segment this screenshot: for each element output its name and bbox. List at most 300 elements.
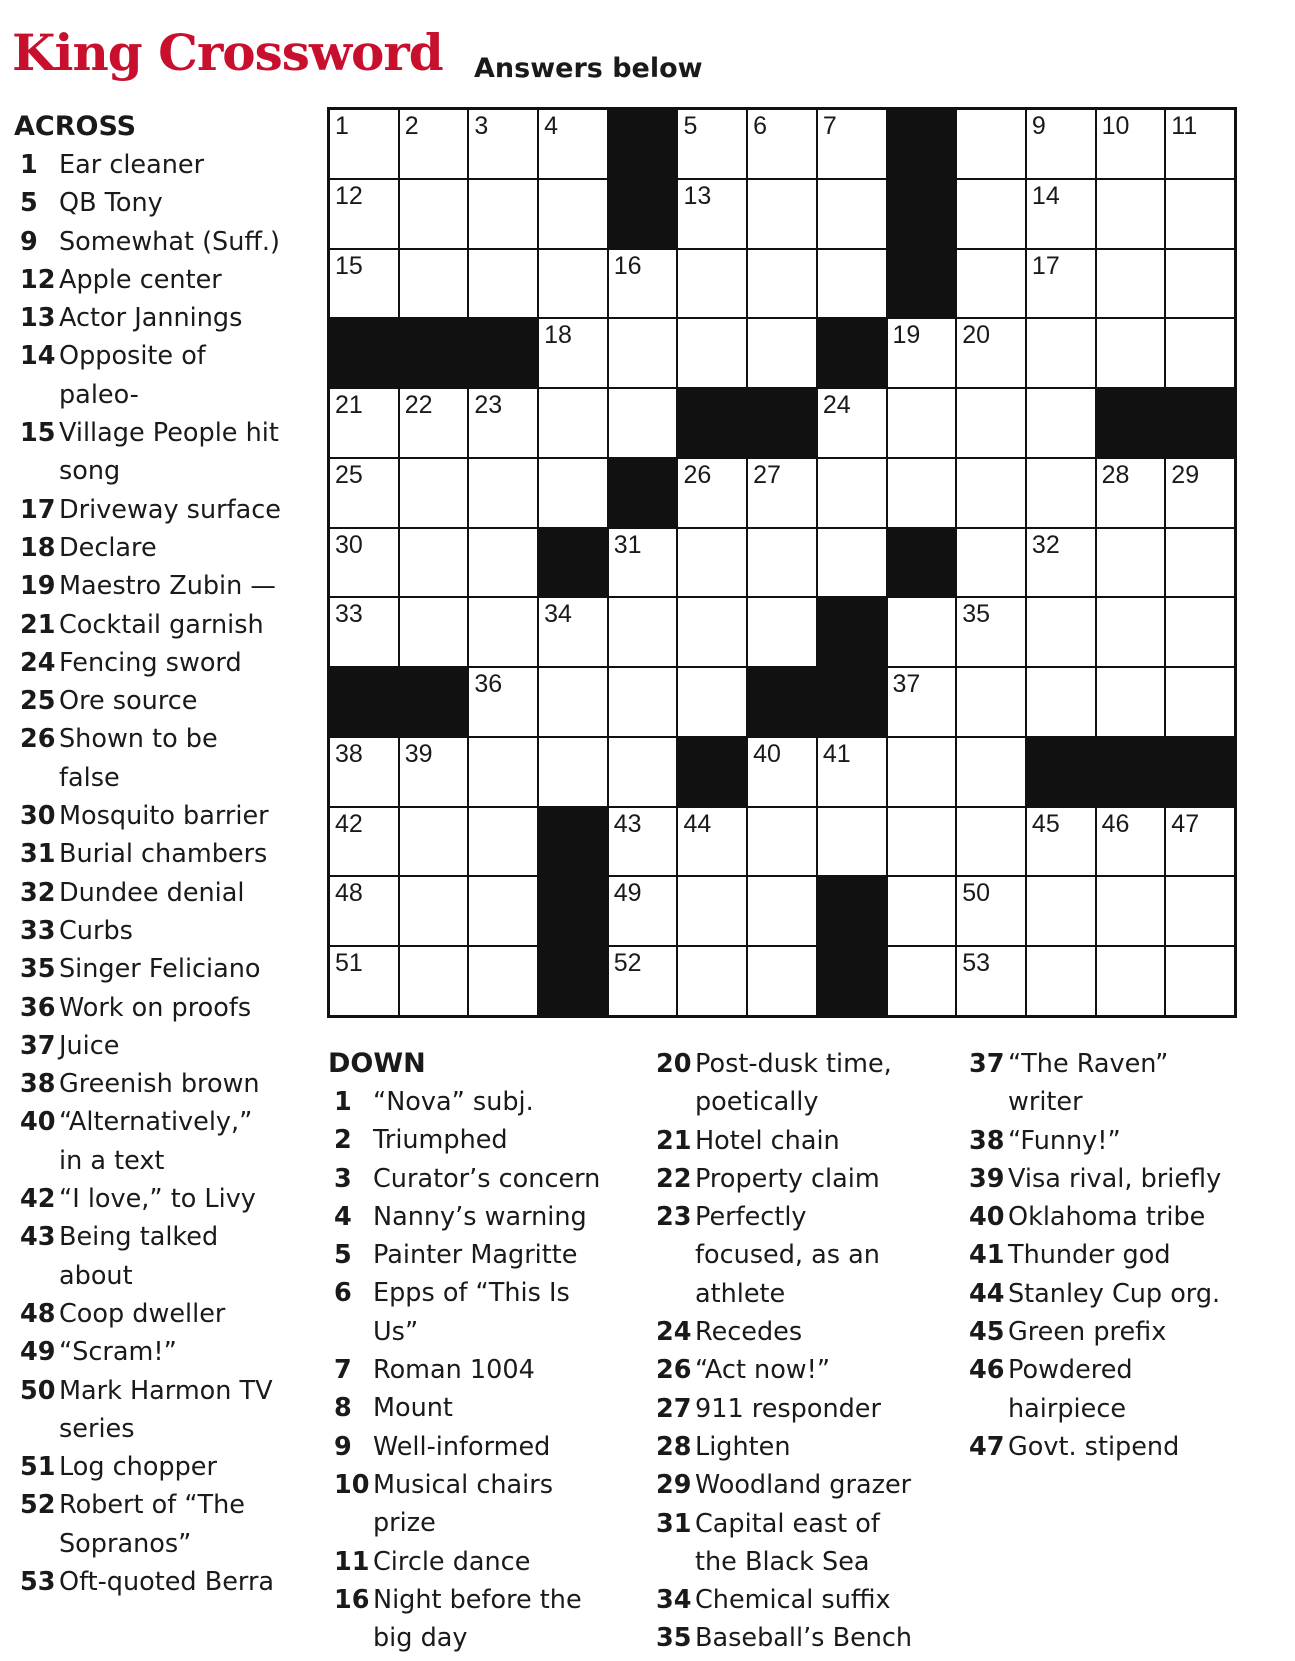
grid-cell[interactable] (539, 250, 607, 318)
grid-cell[interactable] (1166, 668, 1234, 736)
clue-text: Coop dweller (59, 1298, 226, 1329)
grid-cell[interactable] (818, 529, 886, 597)
grid-cell[interactable] (469, 738, 537, 806)
clue-text: Mosquito barrier (59, 801, 269, 832)
black-square (1166, 389, 1234, 457)
clue-text: “Scram!” (59, 1337, 177, 1368)
grid-cell[interactable] (888, 877, 956, 945)
grid-cell[interactable] (1097, 598, 1165, 666)
clue-text: Mount (373, 1393, 453, 1424)
clue-number: 53 (20, 1566, 56, 1597)
cell-number: 49 (613, 879, 642, 908)
grid-cell[interactable] (748, 947, 816, 1015)
grid-cell[interactable] (818, 110, 886, 178)
grid-cell[interactable] (957, 808, 1025, 876)
grid-cell[interactable] (818, 808, 886, 876)
grid-cell[interactable] (539, 738, 607, 806)
clue-number: 18 (20, 532, 56, 563)
down-clue-31-cont (650, 1543, 950, 1581)
clue-text: Curator’s concern (373, 1163, 601, 1194)
grid-cell[interactable] (1097, 180, 1165, 248)
grid-cell[interactable] (1166, 250, 1234, 318)
black-square (400, 319, 468, 387)
clue-text: Village People hit (59, 418, 279, 449)
cell-number: 34 (544, 600, 572, 629)
grid-cell[interactable] (678, 319, 746, 387)
clue-text: series (59, 1413, 135, 1444)
grid-cell[interactable] (400, 459, 468, 527)
grid-cell[interactable] (469, 808, 537, 876)
black-square (888, 180, 956, 248)
across-clue-52-cont (14, 1525, 304, 1563)
clue-number: 37 (20, 1030, 56, 1061)
clue-text: Opposite of (59, 341, 206, 372)
grid-cell[interactable] (888, 738, 956, 806)
black-square (678, 389, 746, 457)
clue-text: athlete (695, 1278, 786, 1309)
grid-cell[interactable] (957, 598, 1025, 666)
grid-cell[interactable] (1097, 110, 1165, 178)
clue-number: 8 (334, 1393, 352, 1424)
grid-cell[interactable] (1097, 877, 1165, 945)
grid-cell[interactable] (678, 459, 746, 527)
across-clue-12 (14, 261, 304, 299)
across-clue-26-cont (14, 759, 304, 797)
grid-cell[interactable] (1027, 389, 1095, 457)
clue-text: “I love,” to Livy (59, 1184, 256, 1215)
grid-cell[interactable] (609, 668, 677, 736)
cell-number: 31 (613, 530, 642, 559)
grid-cell[interactable] (400, 877, 468, 945)
grid-cell[interactable] (748, 250, 816, 318)
across-clue-38 (14, 1065, 304, 1103)
clue-number: 27 (656, 1393, 692, 1424)
grid-cell[interactable] (957, 947, 1025, 1015)
down-clue-23 (650, 1198, 950, 1236)
clue-text: Woodland grazer (695, 1470, 912, 1501)
cell-number: 5 (683, 112, 698, 140)
grid-cell[interactable] (330, 250, 398, 318)
clue-text: Oft-quoted Berra (59, 1566, 275, 1597)
cell-number: 32 (1031, 530, 1060, 559)
cell-number: 47 (1171, 809, 1200, 838)
grid-cell[interactable] (609, 250, 677, 318)
clue-number: 31 (656, 1508, 692, 1539)
down-clue-40 (963, 1198, 1263, 1236)
grid-cell[interactable] (957, 180, 1025, 248)
clue-number: 5 (334, 1240, 352, 1271)
grid-cell[interactable] (469, 947, 537, 1015)
clue-text: “Alternatively,” (59, 1107, 253, 1138)
grid-cell[interactable] (1097, 319, 1165, 387)
grid-cell[interactable] (400, 110, 468, 178)
grid-cell[interactable] (469, 668, 537, 736)
across-clue-24 (14, 644, 304, 682)
clue-number: 43 (20, 1222, 56, 1253)
grid-cell[interactable] (888, 808, 956, 876)
grid-cell[interactable] (539, 110, 607, 178)
down-clue-24 (650, 1313, 950, 1351)
grid-cell[interactable] (469, 459, 537, 527)
clue-text: “Nova” subj. (373, 1087, 534, 1117)
clue-number: 26 (656, 1355, 692, 1386)
grid-cell[interactable] (818, 738, 886, 806)
cell-number: 52 (613, 949, 642, 978)
across-clue-51 (14, 1448, 304, 1486)
grid-cell[interactable] (678, 250, 746, 318)
black-square (609, 110, 677, 178)
grid-cell[interactable] (1027, 598, 1095, 666)
grid-cell[interactable] (400, 389, 468, 457)
grid-cell[interactable] (609, 808, 677, 876)
clue-number: 42 (20, 1184, 56, 1215)
clue-text: about (59, 1260, 133, 1291)
down-clue-6-cont (328, 1313, 628, 1351)
grid-cell[interactable] (400, 529, 468, 597)
clue-text: Being talked (59, 1222, 219, 1253)
clue-text: big day (373, 1623, 468, 1654)
black-square (818, 947, 886, 1015)
down-clue-16-cont (328, 1619, 628, 1657)
clue-number: 37 (969, 1049, 1005, 1079)
grid-cell[interactable] (609, 529, 677, 597)
grid-cell[interactable] (330, 808, 398, 876)
clue-text: Juice (59, 1030, 120, 1061)
black-square (1166, 738, 1234, 806)
clue-text: Recedes (695, 1317, 803, 1348)
grid-cell[interactable] (330, 738, 398, 806)
cell-number: 9 (1031, 112, 1046, 140)
down-clue-27 (650, 1390, 950, 1428)
grid-cell[interactable] (678, 598, 746, 666)
clue-number: 13 (20, 303, 56, 334)
grid-cell[interactable] (888, 598, 956, 666)
clue-text: Maestro Zubin — (59, 571, 276, 602)
clue-text: “The Raven” (1008, 1049, 1169, 1079)
grid-cell[interactable] (330, 180, 398, 248)
clue-number: 7 (334, 1355, 352, 1386)
clue-text: Govt. stipend (1008, 1431, 1180, 1462)
grid-cell[interactable] (539, 598, 607, 666)
down-clue-23-cont (650, 1236, 950, 1274)
grid-cell[interactable] (957, 250, 1025, 318)
black-square (748, 389, 816, 457)
clue-text: Capital east of (695, 1508, 880, 1539)
grid-cell[interactable] (678, 877, 746, 945)
grid-cell[interactable] (539, 668, 607, 736)
grid-cell[interactable] (469, 529, 537, 597)
cell-number: 48 (335, 879, 363, 908)
grid-cell[interactable] (678, 668, 746, 736)
cell-number: 17 (1031, 251, 1060, 280)
clue-text: Us” (373, 1316, 419, 1347)
down-clue-28 (650, 1428, 950, 1466)
cell-number: 36 (474, 670, 503, 699)
across-clue-14 (14, 337, 304, 375)
cell-number: 46 (1101, 809, 1130, 838)
grid-cell[interactable] (748, 110, 816, 178)
grid-cell[interactable] (469, 389, 537, 457)
grid-cell[interactable] (1166, 947, 1234, 1015)
down-clue-3 (328, 1160, 628, 1198)
clue-number: 14 (20, 341, 56, 372)
grid-cell[interactable] (1097, 529, 1165, 597)
clue-text: Curbs (59, 915, 133, 946)
grid-cell[interactable] (748, 180, 816, 248)
down-clue-45 (963, 1313, 1263, 1351)
grid-cell[interactable] (609, 319, 677, 387)
grid-cell[interactable] (888, 668, 956, 736)
grid-cell[interactable] (1166, 598, 1234, 666)
clue-text: Painter Magritte (373, 1240, 578, 1271)
grid-cell[interactable] (609, 598, 677, 666)
grid-cell[interactable] (1027, 319, 1095, 387)
grid-cell[interactable] (1166, 110, 1234, 178)
clue-number: 48 (20, 1298, 56, 1329)
grid-cell[interactable] (888, 459, 956, 527)
grid-cell[interactable] (1097, 668, 1165, 736)
grid-cell[interactable] (330, 110, 398, 178)
cell-number: 43 (613, 809, 642, 838)
grid-cell[interactable] (957, 668, 1025, 736)
clue-text: Singer Feliciano (59, 954, 261, 985)
cell-number: 30 (335, 530, 363, 559)
grid-cell[interactable] (748, 808, 816, 876)
down-clue-22 (650, 1160, 950, 1198)
clue-text: Roman 1004 (373, 1355, 535, 1386)
down-clue-7 (328, 1351, 628, 1389)
grid-cell[interactable] (1166, 319, 1234, 387)
down-clue-9 (328, 1428, 628, 1466)
grid-cell[interactable] (539, 319, 607, 387)
grid-cell[interactable] (1166, 459, 1234, 527)
grid-cell[interactable] (957, 529, 1025, 597)
clue-text: paleo- (59, 379, 139, 410)
cell-number: 16 (613, 251, 642, 280)
grid-cell[interactable] (748, 598, 816, 666)
cell-number: 33 (335, 600, 363, 629)
grid-cell[interactable] (888, 319, 956, 387)
cell-number: 7 (822, 112, 837, 140)
grid-cell[interactable] (400, 738, 468, 806)
grid-cell[interactable] (1097, 459, 1165, 527)
grid-cell[interactable] (1166, 180, 1234, 248)
down-clue-26 (650, 1351, 950, 1389)
grid-cell[interactable] (539, 180, 607, 248)
grid-cell[interactable] (1166, 808, 1234, 876)
across-clue-43-cont (14, 1257, 304, 1295)
clue-text: Fencing sword (59, 647, 242, 678)
grid-cell[interactable] (400, 808, 468, 876)
grid-cell[interactable] (539, 459, 607, 527)
cell-number: 13 (683, 181, 712, 210)
grid-cell[interactable] (957, 459, 1025, 527)
clue-text: Cocktail garnish (59, 609, 264, 640)
down-clue-4 (328, 1198, 628, 1236)
grid-cell[interactable] (1027, 250, 1095, 318)
black-square (818, 598, 886, 666)
down-clue-column-2 (650, 1045, 950, 1658)
grid-cell[interactable] (400, 947, 468, 1015)
grid-cell[interactable] (957, 110, 1025, 178)
grid-cell[interactable] (818, 250, 886, 318)
clue-text: focused, as an (695, 1240, 880, 1271)
grid-cell[interactable] (469, 250, 537, 318)
grid-cell[interactable] (1027, 668, 1095, 736)
clue-text: Apple center (59, 264, 222, 295)
clue-number: 23 (656, 1202, 692, 1233)
grid-cell[interactable] (1027, 110, 1095, 178)
grid-cell[interactable] (1097, 947, 1165, 1015)
down-clue-46-cont (963, 1390, 1263, 1428)
grid-cell[interactable] (678, 110, 746, 178)
down-clue-20 (650, 1045, 950, 1083)
grid-cell[interactable] (400, 180, 468, 248)
grid-cell[interactable] (957, 877, 1025, 945)
clue-number: 3 (334, 1163, 352, 1194)
grid-cell[interactable] (957, 738, 1025, 806)
clue-number: 25 (20, 686, 56, 717)
clue-text: Baseball’s Bench (695, 1623, 913, 1654)
down-clue-column-3 (963, 1045, 1263, 1466)
grid-cell[interactable] (469, 877, 537, 945)
grid-cell[interactable] (818, 389, 886, 457)
cell-number: 42 (335, 809, 363, 838)
clue-number: 31 (20, 839, 56, 870)
clue-text: poetically (695, 1087, 819, 1118)
down-clue-37-cont (963, 1083, 1263, 1121)
grid-cell[interactable] (539, 389, 607, 457)
grid-cell[interactable] (330, 459, 398, 527)
clue-number: 4 (334, 1201, 352, 1232)
grid-cell[interactable] (1097, 250, 1165, 318)
grid-cell[interactable] (1027, 947, 1095, 1015)
cell-number: 10 (1101, 112, 1130, 140)
clue-number: 21 (20, 609, 56, 640)
grid-cell[interactable] (330, 389, 398, 457)
clue-text: Driveway surface (59, 494, 281, 525)
clue-number: 2 (334, 1125, 352, 1156)
grid-cell[interactable] (748, 529, 816, 597)
grid-cell[interactable] (330, 877, 398, 945)
grid-cell[interactable] (609, 738, 677, 806)
grid-cell[interactable] (957, 389, 1025, 457)
grid-cell[interactable] (1027, 459, 1095, 527)
grid-cell[interactable] (400, 598, 468, 666)
cell-number: 41 (822, 739, 851, 768)
grid-cell[interactable] (1027, 529, 1095, 597)
clue-number: 17 (20, 494, 56, 525)
grid-cell[interactable] (469, 110, 537, 178)
clue-text: Dundee denial (59, 877, 245, 908)
clue-number: 40 (20, 1107, 56, 1138)
grid-cell[interactable] (1027, 180, 1095, 248)
down-clue-31 (650, 1505, 950, 1543)
across-clue-42 (14, 1180, 304, 1218)
black-square (888, 529, 956, 597)
clue-number: 10 (334, 1469, 370, 1500)
clue-text: Work on proofs (59, 992, 252, 1023)
grid-cell[interactable] (469, 598, 537, 666)
grid-cell[interactable] (678, 947, 746, 1015)
grid-cell[interactable] (678, 529, 746, 597)
grid-cell[interactable] (609, 389, 677, 457)
grid-cell[interactable] (678, 180, 746, 248)
grid-cell[interactable] (748, 319, 816, 387)
cell-number: 25 (335, 460, 363, 489)
grid-cell[interactable] (1166, 877, 1234, 945)
grid-cell[interactable] (888, 389, 956, 457)
grid-cell[interactable] (818, 180, 886, 248)
cell-number: 19 (892, 321, 921, 350)
down-clue-5 (328, 1236, 628, 1274)
across-clue-19 (14, 567, 304, 605)
cell-number: 3 (474, 112, 489, 140)
cell-number: 23 (474, 391, 503, 420)
clue-text: Well-informed (373, 1431, 551, 1462)
clue-text: Greenish brown (59, 1069, 260, 1100)
grid-cell[interactable] (609, 877, 677, 945)
black-square (678, 738, 746, 806)
cell-number: 18 (544, 321, 572, 350)
clue-number: 1 (20, 150, 38, 180)
grid-cell[interactable] (609, 947, 677, 1015)
clue-number: 34 (656, 1585, 692, 1616)
grid-cell[interactable] (1097, 808, 1165, 876)
grid-cell[interactable] (330, 529, 398, 597)
grid-cell[interactable] (957, 319, 1025, 387)
cell-number: 28 (1101, 460, 1130, 489)
clue-number: 26 (20, 724, 56, 755)
grid-cell[interactable] (748, 738, 816, 806)
grid-cell[interactable] (330, 598, 398, 666)
grid-cell[interactable] (469, 180, 537, 248)
clue-number: 9 (334, 1431, 352, 1462)
cell-number: 6 (753, 112, 768, 140)
grid-cell[interactable] (400, 250, 468, 318)
black-square (400, 668, 468, 736)
cell-number: 37 (892, 670, 921, 699)
grid-cell[interactable] (888, 947, 956, 1015)
clue-text: Powdered (1008, 1355, 1133, 1386)
clue-number: 35 (20, 954, 56, 985)
black-square (539, 808, 607, 876)
grid-cell[interactable] (748, 459, 816, 527)
clue-number: 24 (20, 647, 56, 678)
grid-cell[interactable] (1027, 877, 1095, 945)
clue-text: Declare (59, 532, 157, 563)
clue-number: 24 (656, 1317, 692, 1348)
grid-cell[interactable] (678, 808, 746, 876)
clue-text: Ear cleaner (59, 150, 205, 180)
across-clue-18 (14, 529, 304, 567)
across-clue-48 (14, 1295, 304, 1333)
clue-number: 38 (969, 1125, 1005, 1156)
grid-cell[interactable] (748, 877, 816, 945)
clue-text: Oklahoma tribe (1008, 1202, 1206, 1233)
clue-text: in a text (59, 1145, 165, 1176)
clue-text: false (59, 762, 120, 793)
clue-text: song (59, 456, 121, 487)
clue-number: 33 (20, 915, 56, 946)
across-clue-36 (14, 989, 304, 1027)
grid-cell[interactable] (1027, 808, 1095, 876)
grid-cell[interactable] (330, 947, 398, 1015)
grid-cell[interactable] (818, 459, 886, 527)
cell-number: 20 (962, 321, 991, 350)
across-clue-31 (14, 835, 304, 873)
grid-cell[interactable] (1166, 529, 1234, 597)
